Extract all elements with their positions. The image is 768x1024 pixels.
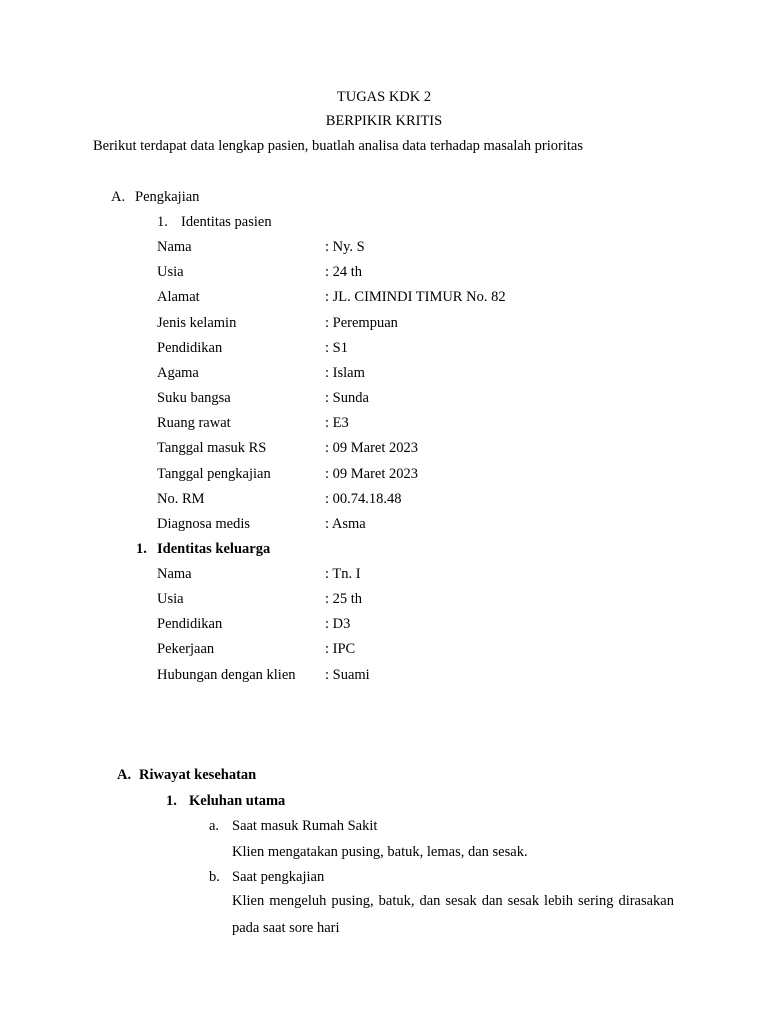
field-value: : Suami bbox=[325, 667, 370, 683]
field-label: Pendidikan bbox=[157, 340, 223, 356]
section-b-marker: A. bbox=[117, 767, 132, 783]
list-item-title: Saat masuk Rumah Sakit bbox=[232, 818, 378, 834]
main-complaint-number: 1. bbox=[166, 793, 177, 809]
field-label: Pendidikan bbox=[157, 616, 223, 632]
list-item-text: Klien mengatakan pusing, batuk, lemas, dan sesak. bbox=[232, 844, 528, 860]
field-value: : Sunda bbox=[325, 390, 369, 406]
field-label: Suku bangsa bbox=[157, 390, 231, 406]
field-value: : 24 th bbox=[325, 264, 363, 280]
field-value: : E3 bbox=[325, 415, 349, 431]
main-complaint-heading: Keluhan utama bbox=[189, 793, 286, 809]
field-label: Nama bbox=[157, 239, 192, 255]
patient-identity-heading: Identitas pasien bbox=[181, 214, 272, 230]
field-value: : D3 bbox=[325, 616, 351, 632]
field-label: Alamat bbox=[157, 289, 200, 305]
list-item-marker: a. bbox=[209, 818, 220, 834]
field-value: : Tn. I bbox=[325, 566, 361, 582]
instruction-text: Berikut terdapat data lengkap pasien, buatlah analisa data terhadap masalah prioritas bbox=[93, 138, 583, 154]
field-label: No. RM bbox=[157, 491, 205, 507]
section-a-marker: A. bbox=[111, 189, 126, 205]
section-b-heading: Riwayat kesehatan bbox=[139, 767, 257, 783]
field-value: : 09 Maret 2023 bbox=[325, 466, 419, 482]
list-item-text: Klien mengeluh pusing, batuk, dan sesak dan sesak lebih sering dirasakan pada saat sore hari bbox=[232, 893, 674, 936]
field-label: Diagnosa medis bbox=[157, 516, 251, 532]
field-value: : 00.74.18.48 bbox=[325, 491, 402, 507]
field-label: Usia bbox=[157, 264, 184, 280]
field-label: Tanggal pengkajian bbox=[157, 466, 271, 482]
list-item-marker: b. bbox=[209, 869, 220, 885]
section-a-heading: Pengkajian bbox=[135, 189, 200, 205]
field-label: Jenis kelamin bbox=[157, 315, 237, 331]
field-value: : Ny. S bbox=[325, 239, 365, 255]
field-label: Usia bbox=[157, 591, 184, 607]
list-item-title: Saat pengkajian bbox=[232, 869, 325, 885]
field-value: : 09 Maret 2023 bbox=[325, 440, 419, 456]
field-value: : 25 th bbox=[325, 591, 363, 607]
field-label: Ruang rawat bbox=[157, 415, 231, 431]
field-label: Agama bbox=[157, 365, 199, 381]
field-label: Nama bbox=[157, 566, 192, 582]
family-identity-heading: Identitas keluarga bbox=[157, 541, 271, 557]
document-subtitle: BERPIKIR KRITIS bbox=[325, 113, 443, 129]
field-value: : IPC bbox=[325, 641, 356, 657]
field-value: : Perempuan bbox=[325, 315, 398, 331]
patient-identity-number: 1. bbox=[157, 214, 168, 230]
document-title: TUGAS KDK 2 bbox=[336, 89, 432, 105]
field-value: : Asma bbox=[325, 516, 366, 532]
field-value: : Islam bbox=[325, 365, 365, 381]
field-value: : JL. CIMINDI TIMUR No. 82 bbox=[325, 289, 506, 305]
field-label: Hubungan dengan klien bbox=[157, 667, 296, 683]
field-label: Tanggal masuk RS bbox=[157, 440, 267, 456]
field-value: : S1 bbox=[325, 340, 348, 356]
family-identity-number: 1. bbox=[136, 541, 147, 557]
field-label: Pekerjaan bbox=[157, 641, 215, 657]
